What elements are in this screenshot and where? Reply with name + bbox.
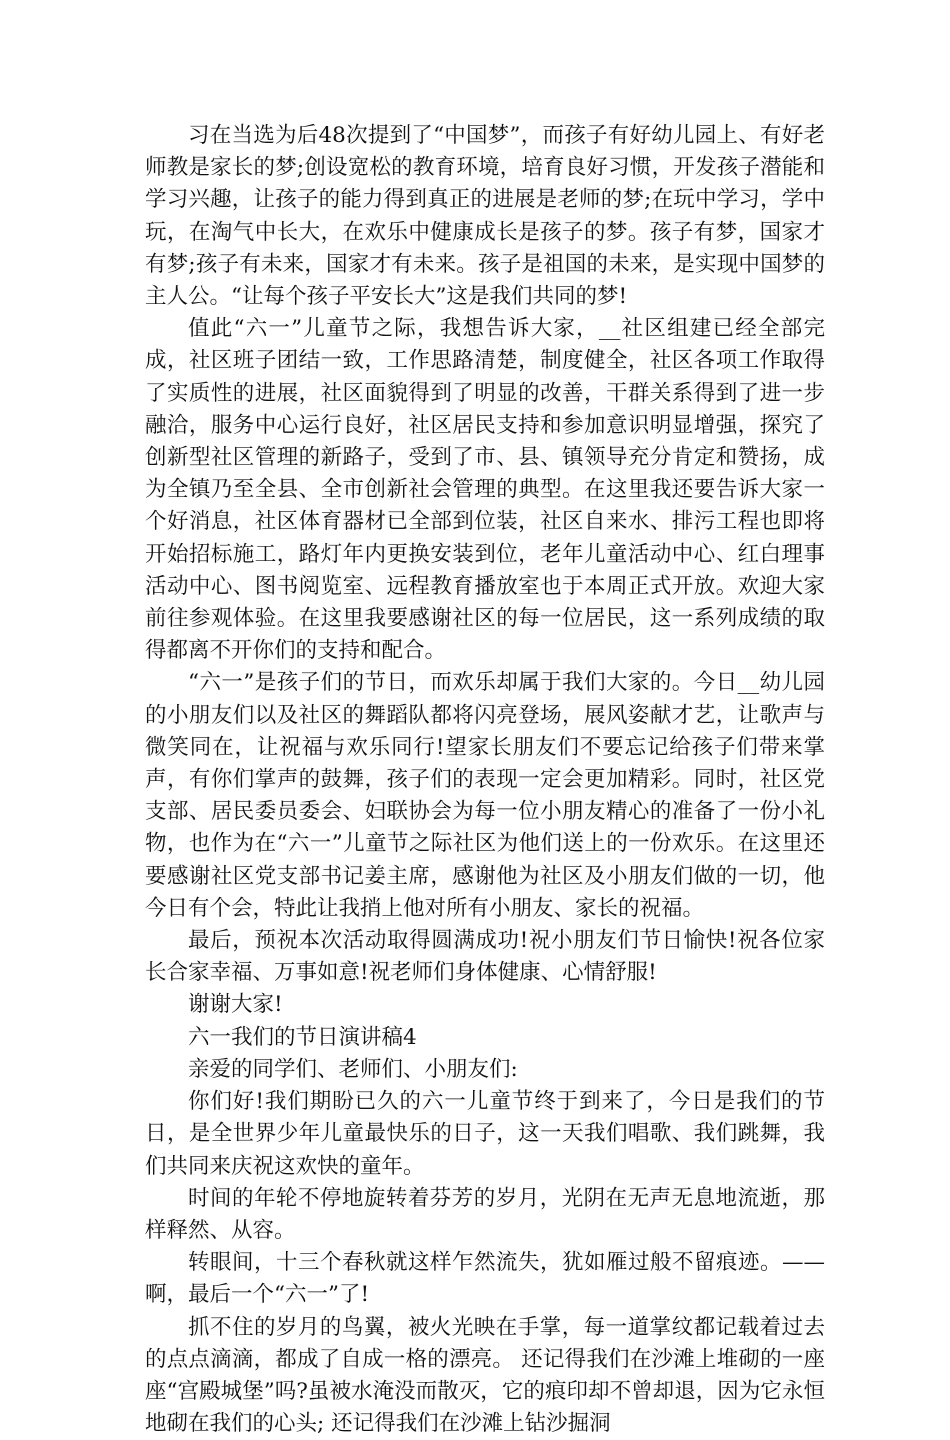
paragraph-time-wheel: 时间的年轮不停地旋转着芬芳的岁月，光阴在无声无息地流逝，那样释然、从容。	[145, 1185, 825, 1243]
paragraph-memories: 抓不住的岁月的鸟翼，被火光映在手掌，每一道掌纹都记载着过去的点点滴滴，都成了自成一格的漂亮。 还记得我们在沙滩上堆砌的一座座“宫殿城堡”吗?虽被水淹没而散灭，它的痕印却不曾却退，因为它永恒地砌在我们的心头; 还记得我们在沙滩上钻沙掘洞	[145, 1314, 825, 1437]
salutation: 亲爱的同学们、老师们、小朋友们:	[188, 1056, 518, 1082]
paragraph-chinese-dream: 习在当选为后48次提到了“中国梦”，而孩子有好幼儿园上、有好老师教是家长的梦;创设宽松的教育环境，培育良好习惯，开发孩子潜能和学习兴趣，让孩子的能力得到真正的进展是老师的梦;在玩中学习，学中玩，在淘气中长大，在欢乐中健康成长是孩子的梦。孩子有梦，国家才有梦;孩子有未来，国家才有未来。孩子是祖国的未来，是实现中国梦的主人公。“让每个孩子平安长大”这是我们共同的梦!	[145, 123, 825, 310]
paragraph-greeting: 你们好!我们期盼已久的六一儿童节终于到来了，今日是我们的节日，是全世界少年儿童最快乐的日子，这一天我们唱歌、我们跳舞，我们共同来庆祝这欢快的童年。	[145, 1089, 825, 1179]
section-title: 六一我们的节日演讲稿4	[188, 1024, 417, 1050]
paragraph-community-progress: 值此“六一”儿童节之际，我想告诉大家，__社区组建已经全部完成，社区班子团结一致，工作思路清楚，制度健全，社区各项工作取得了实质性的进展，社区面貌得到了明显的改善，干群关系得到了进一步融洽，服务中心运行良好，社区居民支持和参加意识明显增强，探究了创新型社区管理的新路子，受到了市、县、镇领导充分肯定和赞扬，成为全镇乃至全县、全市创新社会管理的典型。在这里我还要告诉大家一个好消息，社区体育器材已全部到位装，社区自来水、排污工程也即将开始招标施工，路灯年内更换安装到位，老年儿童活动中心、红白理事活动中心、图书阅览室、远程教育播放室也于本周正式开放。欢迎大家前往参观体验。在这里我要感谢社区的每一位居民，这一系列成绩的取得都离不开你们的支持和配合。	[145, 316, 825, 664]
paragraph-thirteen-springs: 转眼间，十三个春秋就这样乍然流失，犹如雁过般不留痕迹。——啊，最后一个“六一”了!	[145, 1250, 825, 1308]
paragraph-childrens-day-joy: “六一”是孩子们的节日，而欢乐却属于我们大家的。今日__幼儿园的小朋友们以及社区的舞蹈队都将闪亮登场，展风姿献才艺，让歌声与微笑同在，让祝福与欢乐同行!望家长朋友们不要忘记给孩子们带来掌声，有你们掌声的鼓舞，孩子们的表现一定会更加精彩。同时，社区党支部、居民委员委会、妇联协会为每一位小朋友精心的准备了一份小礼物，也作为在“六一”儿童节之际社区为他们送上的一份欢乐。在这里还要感谢社区党支部书记姜主席，感谢他为社区及小朋友们做的一切，他今日有个会，特此让我捎上他对所有小朋友、家长的祝福。	[145, 670, 825, 921]
document-page	[145, 120, 825, 1440]
paragraph-thanks: 谢谢大家!	[188, 992, 283, 1018]
paragraph-wishes: 最后，预祝本次活动取得圆满成功!祝小朋友们节日愉快!祝各位家长合家幸福、万事如意!祝老师们身体健康、心情舒服!	[145, 928, 825, 986]
